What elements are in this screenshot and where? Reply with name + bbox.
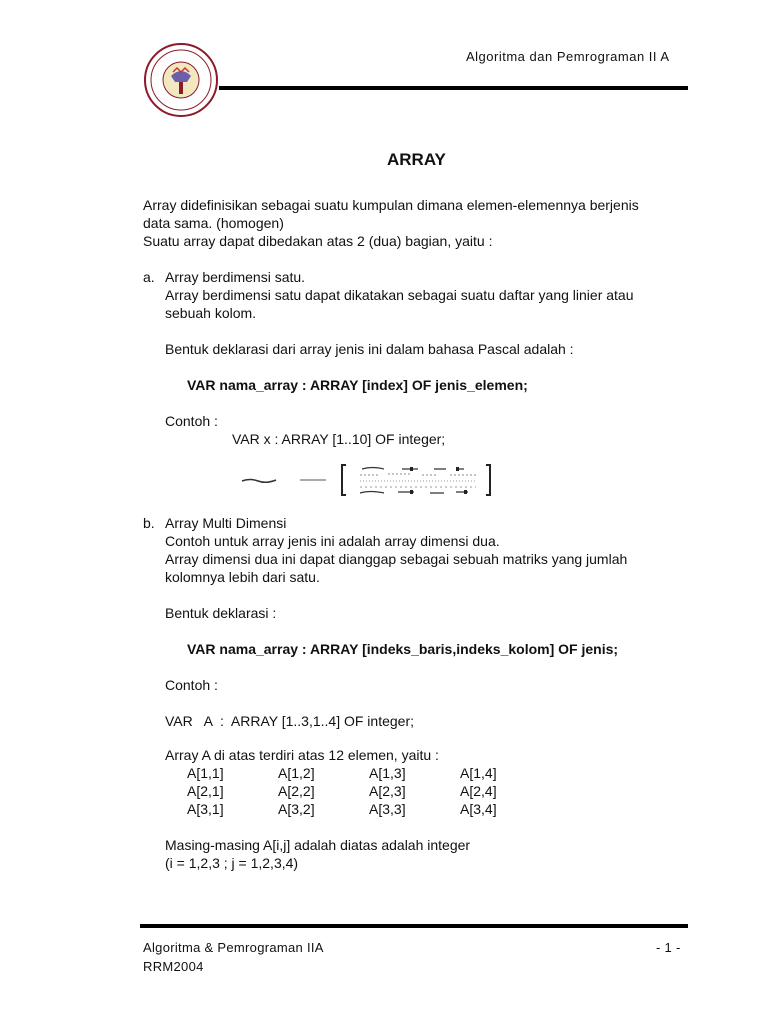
intro-line-3: Suatu array dapat dibedakan atas 2 (dua) bagian, yaitu : — [143, 233, 493, 249]
header-title: Algoritma dan Pemrograman II A — [466, 49, 670, 64]
section-b-decl-intro: Bentuk deklarasi : — [165, 605, 277, 621]
section-a-example-code: VAR x : ARRAY [1..10] OF integer; — [232, 431, 446, 447]
section-b-desc-3: kolomnya lebih dari satu. — [165, 569, 320, 585]
matrix-cell: A[1,2] — [278, 765, 315, 781]
section-a-desc-2: sebuah kolom. — [165, 305, 257, 321]
matrix-cell: A[2,4] — [460, 783, 497, 799]
element-matrix — [187, 764, 551, 818]
matrix-cell: A[1,1] — [187, 765, 224, 781]
matrix-cell: A[2,3] — [369, 783, 406, 799]
matrix-row — [187, 764, 551, 782]
header-rule — [219, 86, 688, 90]
section-a-heading: Array berdimensi satu. — [165, 269, 306, 285]
section-a-desc-1: Array berdimensi satu dapat dikatakan sebagai suatu daftar yang linier atau — [165, 287, 634, 303]
matrix-cell: A[3,3] — [369, 801, 406, 817]
section-a-example-label: Contoh : — [165, 413, 218, 429]
section-b-declaration: VAR nama_array : ARRAY [indeks_baris,indeks_kolom] OF jenis; — [187, 641, 619, 657]
section-b-marker: b. — [143, 515, 155, 531]
section-a-decl-intro: Bentuk deklarasi dari array jenis ini dalam bahasa Pascal adalah : — [165, 341, 574, 357]
section-b-elements-intro: Array A di atas terdiri atas 12 elemen, yaitu : — [165, 747, 439, 763]
matrix-cell: A[1,3] — [369, 765, 406, 781]
section-a-declaration: VAR nama_array : ARRAY [index] OF jenis_elemen; — [187, 377, 528, 393]
matrix-cell: A[3,4] — [460, 801, 497, 817]
section-b-note-1: Masing-masing A[i,j] adalah diatas adalah integer — [165, 837, 471, 853]
section-b-example-label: Contoh : — [165, 677, 218, 693]
page-title: ARRAY — [387, 150, 446, 169]
footer-rule — [140, 924, 688, 928]
matrix-cell: A[3,2] — [278, 801, 315, 817]
section-b-desc-1: Contoh untuk array jenis ini adalah array dimensi dua. — [165, 533, 500, 549]
array-illustration — [238, 460, 494, 500]
section-b-heading: Array Multi Dimensi — [165, 515, 287, 531]
section-b-note-2: (i = 1,2,3 ; j = 1,2,3,4) — [165, 855, 299, 871]
section-a-marker: a. — [143, 269, 155, 285]
intro-line-2: data sama. (homogen) — [143, 215, 284, 231]
matrix-cell: A[2,1] — [187, 783, 224, 799]
matrix-row — [187, 782, 551, 800]
section-b-example-code: VAR A : ARRAY [1..3,1..4] OF integer; — [165, 713, 415, 729]
footer-code: RRM2004 — [143, 959, 204, 974]
university-logo — [143, 42, 219, 118]
matrix-row — [187, 800, 551, 818]
footer-course: Algoritma & Pemrograman IIA — [143, 940, 324, 955]
matrix-cell: A[3,1] — [187, 801, 224, 817]
page-number: - 1 - — [656, 940, 681, 955]
matrix-cell: A[2,2] — [278, 783, 315, 799]
matrix-cell: A[1,4] — [460, 765, 497, 781]
intro-line-1: Array didefinisikan sebagai suatu kumpulan dimana elemen-elemennya berjenis — [143, 197, 639, 213]
section-b-desc-2: Array dimensi dua ini dapat dianggap sebagai sebuah matriks yang jumlah — [165, 551, 628, 567]
